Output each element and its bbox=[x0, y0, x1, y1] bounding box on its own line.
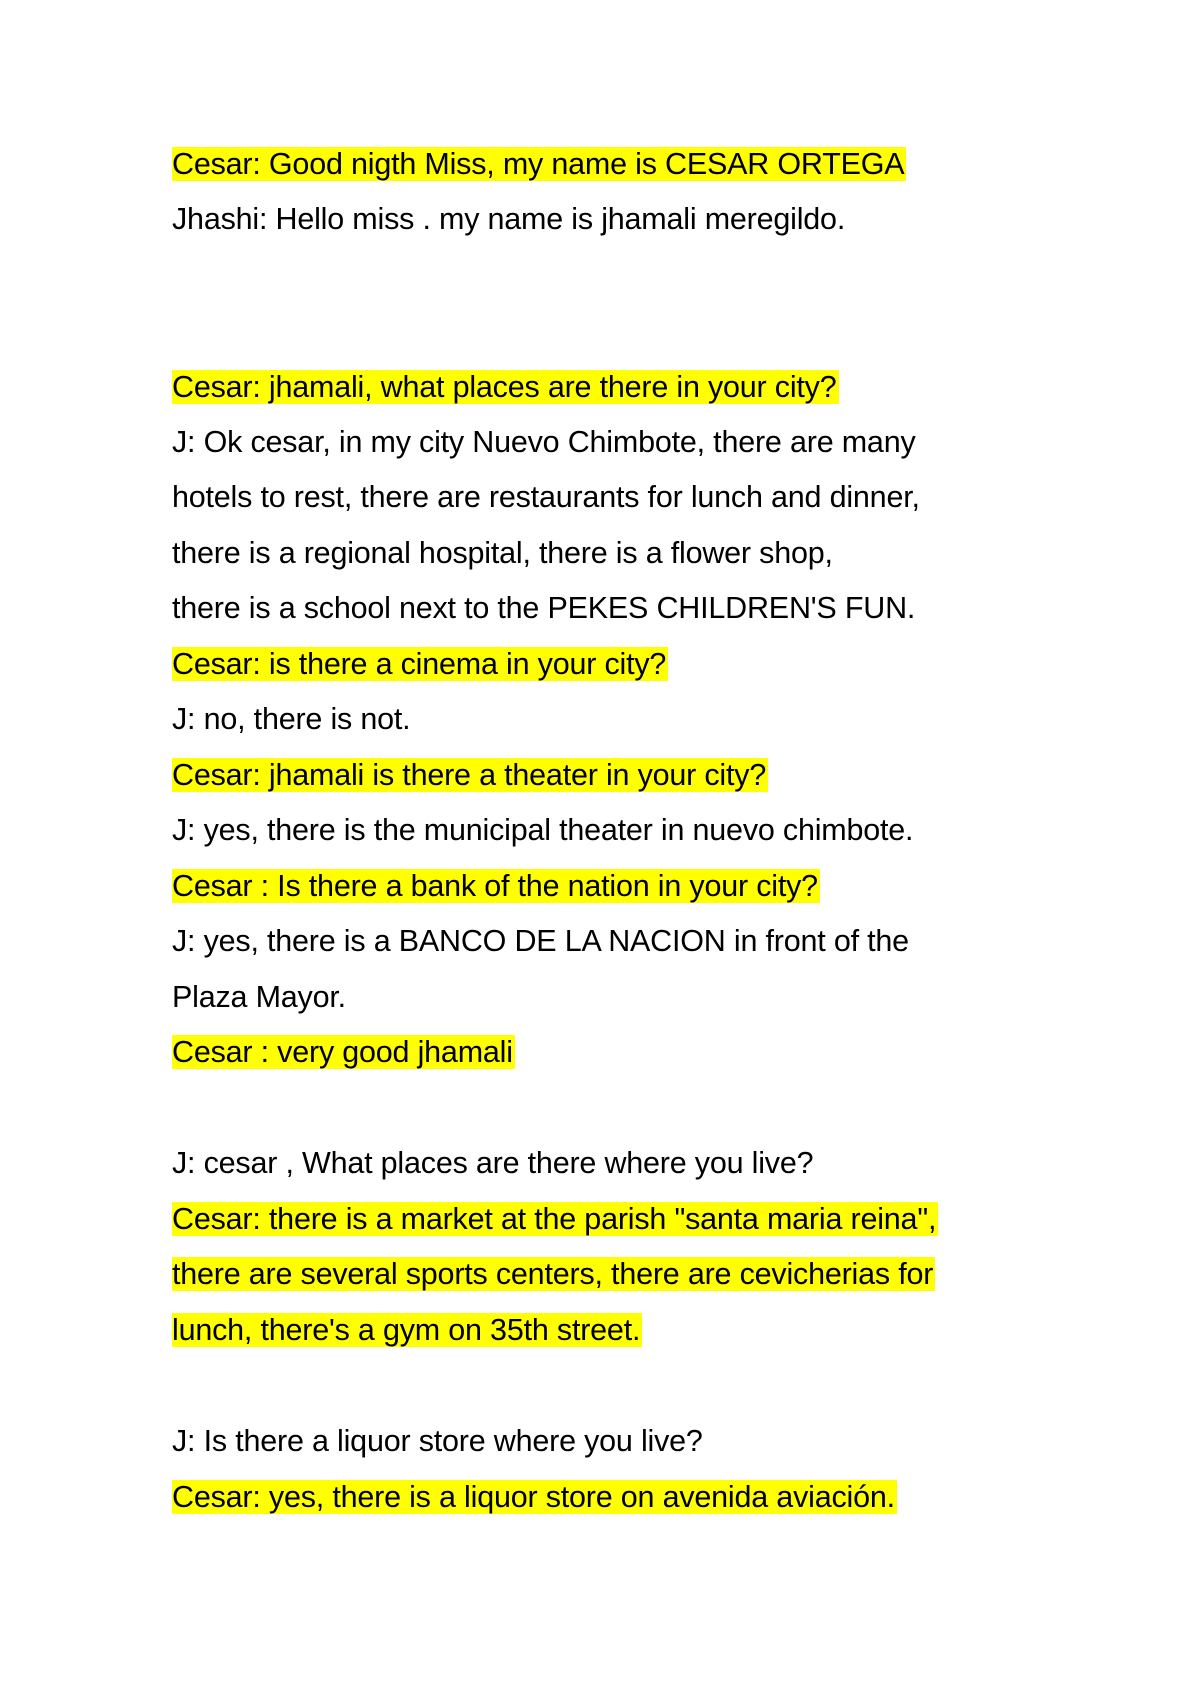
line-text: Jhashi: Hello miss . my name is jhamali meregildo. bbox=[172, 202, 846, 236]
line-text: there are several sports centers, there are cevicherias for bbox=[172, 1257, 934, 1291]
dialogue-line-10 bbox=[172, 747, 768, 803]
dialogue-line-19 bbox=[172, 1302, 642, 1358]
line-text: J: yes, there is the municipal theater in nuevo chimbote. bbox=[172, 813, 914, 847]
dialogue-line-17 bbox=[172, 1191, 938, 1247]
line-text: lunch, there's a gym on 35th street. bbox=[172, 1313, 641, 1347]
dialogue-line-2 bbox=[172, 191, 845, 247]
dialogue-line-12 bbox=[172, 858, 820, 914]
line-text: Cesar: Good nigth Miss, my name is CESAR ORTEGA bbox=[172, 147, 905, 181]
line-text: there is a regional hospital, there is a flower shop, bbox=[172, 536, 833, 570]
dialogue-line-18 bbox=[172, 1246, 935, 1302]
dialogue-line-3 bbox=[172, 359, 839, 415]
line-text: Cesar: jhamali is there a theater in your city? bbox=[172, 758, 767, 792]
line-text: J: Is there a liquor store where you live? bbox=[172, 1424, 703, 1458]
dialogue-line-21 bbox=[172, 1469, 897, 1525]
dialogue-line-4 bbox=[172, 414, 916, 470]
line-text: there is a school next to the PEKES CHILDREN'S FUN. bbox=[172, 591, 916, 625]
line-text: J: cesar , What places are there where you live? bbox=[172, 1146, 814, 1180]
line-text: Cesar : Is there a bank of the nation in your city? bbox=[172, 869, 818, 903]
dialogue-line-13 bbox=[172, 913, 909, 969]
line-text: Cesar: there is a market at the parish "santa maria reina", bbox=[172, 1202, 937, 1236]
line-text: Cesar: is there a cinema in your city? bbox=[172, 647, 667, 681]
dialogue-line-11 bbox=[172, 802, 913, 858]
dialogue-line-7 bbox=[172, 580, 915, 636]
line-text: Cesar : very good jhamali bbox=[172, 1035, 513, 1069]
dialogue-line-15 bbox=[172, 1024, 515, 1080]
dialogue-line-14 bbox=[172, 969, 346, 1025]
dialogue-line-6 bbox=[172, 525, 833, 581]
dialogue-line-5 bbox=[172, 469, 920, 525]
line-text: Plaza Mayor. bbox=[172, 980, 346, 1014]
line-text: J: yes, there is a BANCO DE LA NACION in front of the bbox=[172, 924, 909, 958]
dialogue-line-16 bbox=[172, 1135, 813, 1191]
dialogue-line-1 bbox=[172, 136, 906, 192]
line-text: Cesar: jhamali, what places are there in your city? bbox=[172, 370, 837, 404]
dialogue-line-9 bbox=[172, 691, 410, 747]
line-text: hotels to rest, there are restaurants for lunch and dinner, bbox=[172, 480, 920, 514]
line-text: J: Ok cesar, in my city Nuevo Chimbote, there are many bbox=[172, 425, 916, 459]
line-text: J: no, there is not. bbox=[172, 702, 411, 736]
line-text: Cesar: yes, there is a liquor store on avenida aviación. bbox=[172, 1480, 895, 1514]
dialogue-line-8 bbox=[172, 636, 668, 692]
dialogue-line-20 bbox=[172, 1413, 703, 1469]
